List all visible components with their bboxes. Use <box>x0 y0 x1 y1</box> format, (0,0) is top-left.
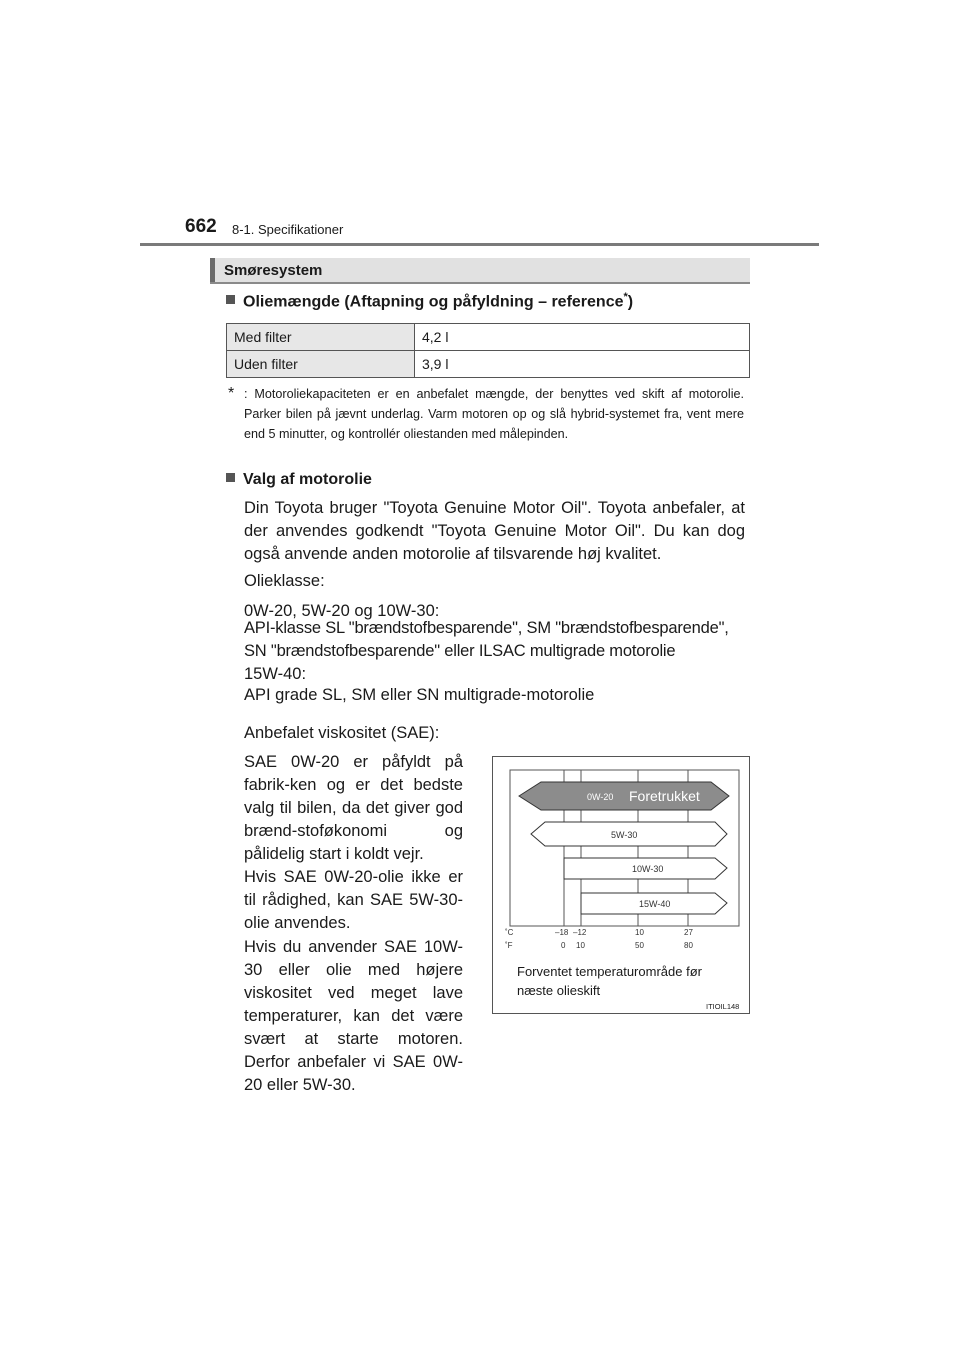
section-heading <box>210 258 750 284</box>
viscosity-para-2: Hvis SAE 0W-20-olie ikke er til rådighed, kan SAE 5W-30-olie anvendes. <box>244 868 463 932</box>
bar-label-5w-30: 5W-30 <box>611 830 638 840</box>
viscosity-label: Anbefalet viskositet (SAE): <box>244 724 440 742</box>
table-cell-value: 3,9 l <box>415 351 750 378</box>
header-divider <box>140 243 819 246</box>
bar-label-10w-30: 10W-30 <box>632 864 664 874</box>
table-row <box>227 351 750 378</box>
oil-selection-heading <box>226 471 372 489</box>
page-number: 662 <box>185 216 217 237</box>
bar-label-0w-20: 0W-20 <box>587 792 614 802</box>
bullet-square-icon <box>226 473 235 482</box>
section-accent <box>210 258 215 282</box>
grade1-title: 0W-20, 5W-20 og 10W-30: <box>244 602 440 620</box>
section-title: Smøresystem <box>224 262 323 279</box>
oil-quantity-heading-close: ) <box>627 293 634 311</box>
oil-quantity-table <box>226 323 750 378</box>
chart-caption: Forventet temperaturområde før næste olieskift <box>517 964 702 998</box>
oil-selection-intro: Din Toyota bruger "Toyota Genuine Motor Oil". Toyota anbefaler, at der anvendes godkendt "Toyota Genuine Motor Oil". Du kan dog også anvende anden motorolie af tilsvarende høj kvalitet. <box>244 499 745 563</box>
tick-c: 27 <box>684 928 693 937</box>
bar-label-15w-40: 15W-40 <box>639 899 671 909</box>
grade2-title: 15W-40: <box>244 665 307 683</box>
oil-quantity-heading <box>226 291 633 311</box>
figure-code: ITIOIL148 <box>706 1002 740 1011</box>
tick-c: 10 <box>635 928 644 937</box>
footnote <box>228 384 744 444</box>
axis-unit-fahrenheit: ˚F <box>505 941 513 950</box>
viscosity-para-1: SAE 0W-20 er påfyldt på fabrik-ken og er det bedste valg til bilen, da det giver god brænd-stoføkonomi og pålidelig start i koldt vejr. <box>244 753 463 863</box>
viscosity-para-3: Hvis du anvender SAE 10W-30 eller olie med højere viskositet ved meget lave temperaturer, kan det være svært at starte motoren. Derfor anbefaler vi SAE 0W-20 eller 5W-30. <box>244 938 463 1094</box>
oil-quantity-heading-text: Oliemængde (Aftapning og påfyldning – reference <box>243 293 624 311</box>
chapter-title: 8-1. Specifikationer <box>232 222 344 237</box>
tick-f: 80 <box>684 941 693 950</box>
tick-f: 50 <box>635 941 644 950</box>
axis-unit-celsius: ˚C <box>505 928 514 937</box>
table-row <box>227 324 750 351</box>
reference-mark: * <box>623 291 628 303</box>
tick-c: –12 <box>573 928 587 937</box>
grade1-text: API-klasse SL "brændstofbesparende", SM "brændstofbesparende", SN "brændstofbesparende" eller ILSAC multigrade motorolie <box>244 619 729 660</box>
tick-c: –18 <box>555 928 569 937</box>
oil-class-label: Olieklasse: <box>244 572 325 590</box>
bullet-square-icon <box>226 295 235 304</box>
tick-f: 10 <box>576 941 585 950</box>
grade2-text: API grade SL, SM eller SN multigrade-motorolie <box>244 686 595 704</box>
oil-selection-heading-text: Valg af motorolie <box>243 471 372 488</box>
tick-f: 0 <box>561 941 566 950</box>
table-cell-label: Med filter <box>227 324 415 351</box>
footnote-mark: * <box>228 385 235 402</box>
table-cell-label: Uden filter <box>227 351 415 378</box>
table-cell-value: 4,2 l <box>415 324 750 351</box>
footnote-text: : Motoroliekapaciteten er en anbefalet mængde, der benyttes ved skift af motorolie. Parker bilen på jævnt underlag. Varm motoren op og slå hybrid-systemet fra, vent mere end 5 minutter, og kontrollér oliestanden med målepinden. <box>244 387 744 441</box>
preferred-label: Foretrukket <box>629 788 700 804</box>
